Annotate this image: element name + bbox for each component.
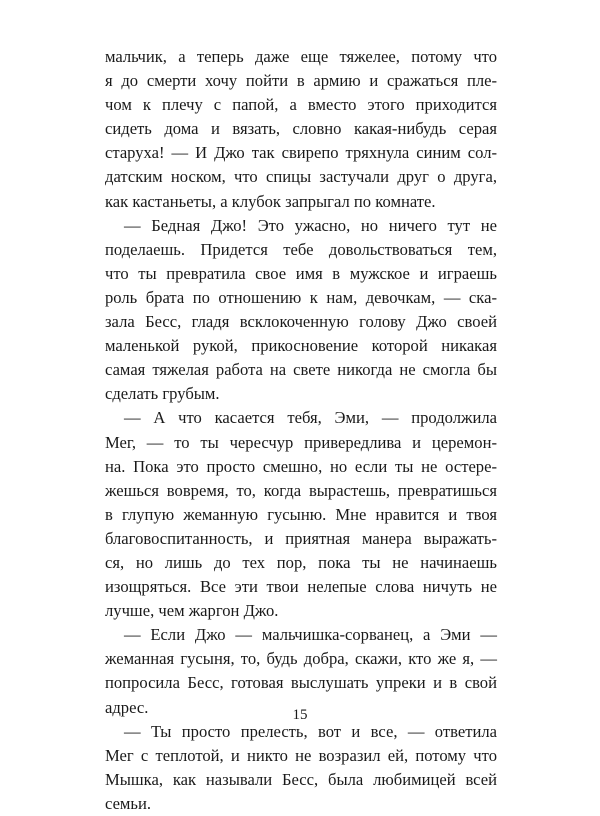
body-text bbox=[105, 45, 497, 816]
text-line: зала Бесс, гладя всклокоченную голову Джо своей bbox=[105, 312, 497, 332]
text-line: датским носком, что спицы застучали друг о друга, bbox=[105, 167, 497, 187]
text-line: Мег с теплотой, и никто не возразил ей, потому что bbox=[105, 745, 497, 765]
text-line: роль брата по отношению к нам, девочкам, — ска- bbox=[105, 287, 497, 307]
text-line: самая тяжелая работа на свете никогда не смогла бы bbox=[105, 360, 497, 380]
text-line: жешься вовремя, то, когда вырастешь, превратишься bbox=[105, 480, 497, 500]
text-line: — А что касается тебя, Эми, — продолжила bbox=[124, 408, 497, 428]
text-line: сидеть дома и вязать, словно какая-нибудь серая bbox=[105, 119, 497, 139]
text-line: мальчик, а теперь даже еще тяжелее, потому что bbox=[105, 47, 497, 66]
text-line: жеманная гусыня, то, будь добра, скажи, кто же я, — bbox=[105, 649, 497, 669]
page-number: 15 bbox=[292, 707, 308, 723]
text-line: поделаешь. Придется тебе довольствоваться тем, bbox=[105, 239, 497, 259]
text-line: Мег, — то ты чересчур привередлива и церемон- bbox=[105, 432, 497, 452]
text-line: — Бедная Джо! Это ужасно, но ничего тут не bbox=[124, 215, 497, 235]
text-line: — Ты просто прелесть, вот и все, — ответила bbox=[124, 721, 497, 741]
text-line: изощряться. Все эти твои нелепые слова ничуть не bbox=[105, 577, 497, 597]
text-line: попросила Бесс, готовая выслушать упреки и в свой bbox=[105, 673, 497, 693]
text-line: я до смерти хочу пойти в армию и сражаться пле- bbox=[105, 71, 497, 91]
text-line: в глупую жеманную гусыню. Мне нравится и твоя bbox=[105, 504, 497, 524]
text-line: семьи. bbox=[105, 793, 152, 813]
text-line: лучше, чем жаргон Джо. bbox=[105, 601, 279, 621]
text-line: чом к плечу с папой, а вместо этого приходится bbox=[105, 95, 497, 115]
text-line: на. Пока это просто смешно, но если ты не остере- bbox=[105, 456, 497, 476]
text-line: — Если Джо — мальчишка-сорванец, а Эми — bbox=[124, 625, 497, 645]
text-line: Мышка, как называли Бесс, была любимицей всей bbox=[105, 769, 497, 789]
text-line: как кастаньеты, а клубок запрыгал по комнате. bbox=[105, 191, 436, 211]
text-line: маленькой рукой, прикосновение которой никакая bbox=[105, 336, 497, 356]
text-line: что ты превратила свое имя в мужское и играешь bbox=[105, 263, 497, 283]
text-line: благовоспитанность, и приятная манера выражать- bbox=[105, 528, 497, 548]
text-line: ся, но лишь до тех пор, пока ты не начинаешь bbox=[105, 552, 497, 572]
text-line: старуха! — И Джо так свирепо тряхнула синим сол- bbox=[105, 143, 497, 163]
text-line: сделать грубым. bbox=[105, 384, 220, 404]
text-line: адрес. bbox=[105, 697, 149, 717]
